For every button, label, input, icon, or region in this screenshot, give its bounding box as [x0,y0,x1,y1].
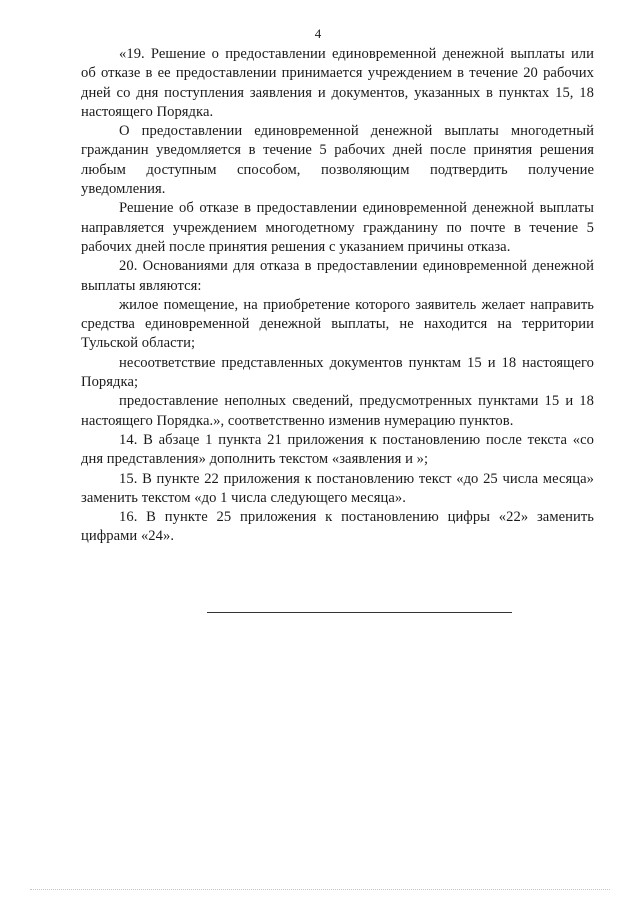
amendment-16: 16. В пункте 25 приложения к постановлению цифры «22» заменить цифрами «24». [81,509,594,545]
refusal-ground-incomplete: предоставление неполных сведений, предусмотренных пунктами 15 и 18 настоящего Порядка.», соответственно изменив нумерацию пунктов. [81,393,594,429]
paragraph-19-decision-term: «19. Решение о предоставлении единовременной денежной выплаты или об отказе в ее предоставлении принимается учреждением в течение 20 рабочих дней со дня поступления заявления и документов, указанных в пунктах 15, 18 настоящего Порядка. [81,46,594,120]
paragraph-refusal-notice: Решение об отказе в предоставлении единовременной денежной выплаты направляется учреждением многодетному гражданину по почте в течение 5 рабочих дней после принятия решения с указанием причины отказа. [81,200,594,255]
separator-line [207,612,512,613]
paragraph-notification: О предоставлении единовременной денежной выплаты многодетный гражданин уведомляется в течение 5 рабочих дней после принятия решения любым доступным способом, позволяющим подтвердить получение уведомления. [81,123,594,198]
paragraph-20-refusal-grounds: 20. Основаниями для отказа в предоставлении единовременной денежной выплаты являются: [81,258,594,294]
page-number: 4 [314,26,322,41]
refusal-ground-location: жилое помещение, на приобретение которого заявитель желает направить средства единовременной денежной выплаты, не находится на территории Тульской области; [81,296,594,352]
document-body [81,45,594,547]
refusal-ground-documents: несоответствие представленных документов пунктам 15 и 18 настоящего Порядка; [81,354,594,391]
scan-edge-line [30,889,610,890]
amendment-15: 15. В пункте 22 приложения к постановлению текст «до 25 числа месяца» заменить текстом «до 1 числа следующего месяца». [81,470,594,506]
amendment-14: 14. В абзаце 1 пункта 21 приложения к постановлению после текста «со дня представления» дополнить текстом «заявления и »; [81,431,594,468]
